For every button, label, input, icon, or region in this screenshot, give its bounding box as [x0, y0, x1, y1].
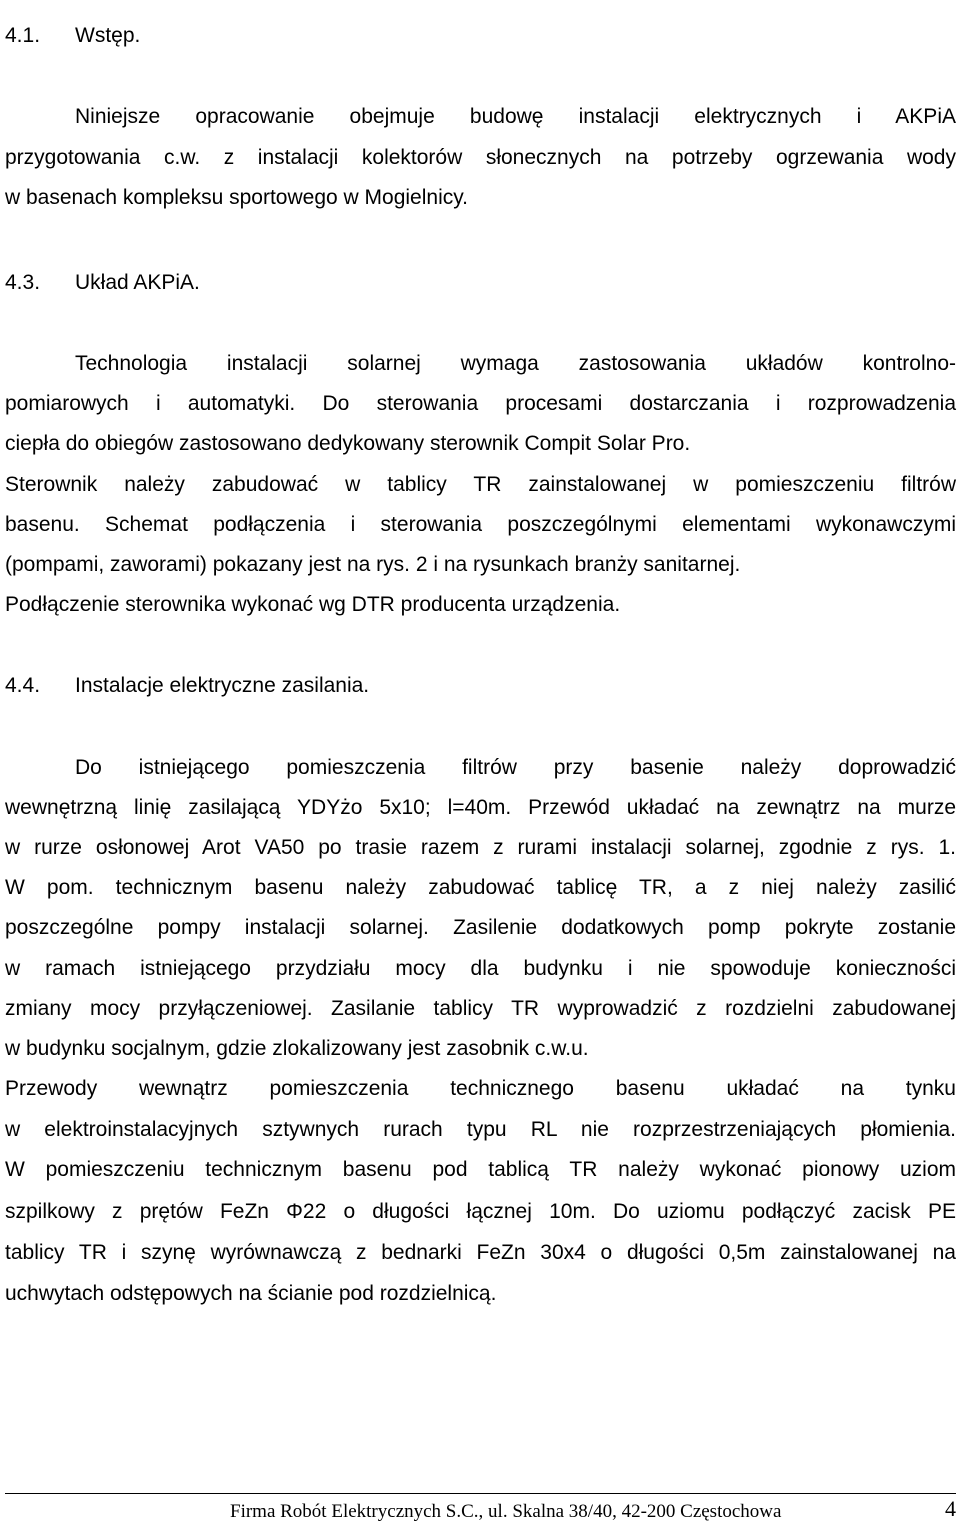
footer-rule [5, 1493, 956, 1494]
paragraph-line: zmiany mocy przyłączeniowej. Zasilanie tablicy TR wyprowadzić z rozdzielni zabudowanej [5, 997, 956, 1020]
paragraph-line: tablicy TR i szynę wyrównawczą z bednarki FeZn 30x4 o długości 0,5m zainstalowanej na [5, 1241, 956, 1264]
section-number: 4.4. [5, 674, 41, 697]
paragraph-line: pomiarowych i automatyki. Do sterowania procesami dostarczania i rozprowadzenia [5, 392, 956, 415]
footer-company: Firma Robót Elektrycznych S.C., ul. Skalna 38/40, 42-200 Częstochowa [230, 1501, 782, 1522]
paragraph-line: uchwytach odstępowych na ścianie pod rozdzielnicą. [5, 1282, 497, 1305]
page-number: 4 [945, 1496, 956, 1521]
paragraph-line: (pompami, zaworami) pokazany jest na rys. 2 i na rysunkach branży sanitarnej. [5, 553, 741, 576]
paragraph-line: w budynku socjalnym, gdzie zlokalizowany jest zasobnik c.w.u. [5, 1037, 589, 1060]
paragraph-line: przygotowania c.w. z instalacji kolektorów słonecznych na potrzeby ogrzewania wody [5, 146, 956, 169]
paragraph-line: w ramach istniejącego przydziału mocy dla budynku i nie spowoduje konieczności [5, 957, 956, 980]
paragraph-line: Podłączenie sterownika wykonać wg DTR producenta urządzenia. [5, 593, 621, 616]
paragraph-line: Niniejsze opracowanie obejmuje budowę instalacji elektrycznych i AKPiA [75, 105, 956, 128]
paragraph-line: Technologia instalacji solarnej wymaga zastosowania układów kontrolno- [75, 352, 956, 375]
page-footer [230, 1496, 956, 1523]
paragraph-line: w rurze osłonowej Arot VA50 po trasie razem z rurami instalacji solarnej, zgodnie z rys. 1. [5, 836, 956, 859]
section-number: 4.1. [5, 24, 41, 47]
paragraph-line: Przewody wewnątrz pomieszczenia technicznego basenu układać na tynku [5, 1077, 956, 1100]
paragraph-line: szpilkowy z prętów FeZn Φ22 o długości łącznej 10m. Do uziomu podłączyć zacisk PE [5, 1200, 956, 1223]
paragraph-line: basenu. Schemat podłączenia i sterowania poszczególnymi elementami wykonawczymi [5, 513, 956, 536]
section-heading-4-3 [5, 271, 956, 295]
paragraph-line: W pom. technicznym basenu należy zabudować tablicę TR, a z niej należy zasilić [5, 876, 956, 899]
paragraph-line: Sterownik należy zabudować w tablicy TR zainstalowanej w pomieszczeniu filtrów [5, 473, 956, 496]
paragraph-line: poszczególne pompy instalacji solarnej. Zasilenie dodatkowych pomp pokryte zostanie [5, 916, 956, 939]
section-title: Układ AKPiA. [75, 271, 200, 294]
paragraph-line: wewnętrzną linię zasilającą YDYżo 5x10; l=40m. Przewód układać na zewnątrz na murze [5, 796, 956, 819]
paragraph-line: ciepła do obiegów zastosowano dedykowany sterownik Compit Solar Pro. [5, 432, 691, 455]
section-title: Wstęp. [75, 24, 141, 47]
section-heading-4-4 [5, 674, 956, 698]
paragraph-line: w elektroinstalacyjnych sztywnych rurach typu RL nie rozprzestrzeniających płomienia. [5, 1118, 956, 1141]
paragraph-line: Do istniejącego pomieszczenia filtrów przy basenie należy doprowadzić [75, 756, 956, 779]
paragraph-line: W pomieszczeniu technicznym basenu pod tablicą TR należy wykonać pionowy uziom [5, 1158, 956, 1181]
paragraph-line: w basenach kompleksu sportowego w Mogielnicy. [5, 186, 469, 209]
section-heading-4-1 [5, 24, 956, 48]
section-title: Instalacje elektryczne zasilania. [75, 674, 370, 697]
section-number: 4.3. [5, 271, 41, 294]
